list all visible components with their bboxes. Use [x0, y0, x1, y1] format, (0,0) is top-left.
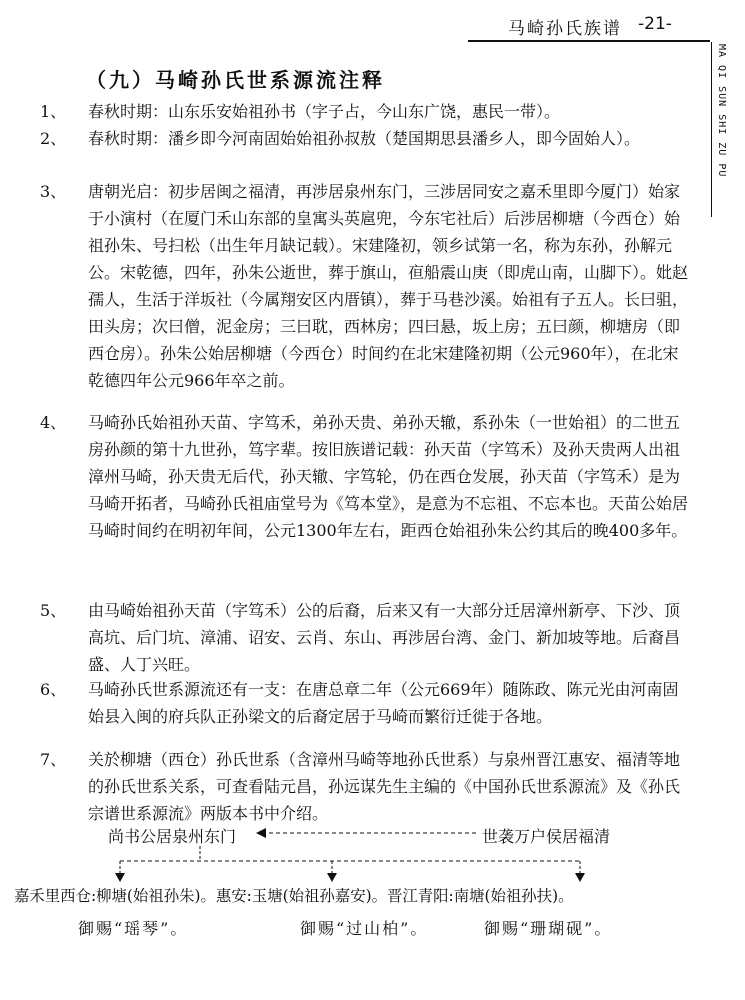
note-number: 4、 — [40, 413, 67, 432]
note-number: 5、 — [40, 601, 67, 620]
lineage-branches: 嘉禾里西仓:柳塘(始祖孙朱)。惠安:玉塘(始祖孙嘉安)。晋江青阳:南塘(始祖孙扶)。 — [14, 887, 574, 905]
note-number: 7、 — [40, 750, 67, 769]
note-number: 6、 — [40, 680, 67, 699]
note-text: 马崎孙氏始祖孙天苗、字笃禾，弟孙天贵、弟孙天辙，系孙朱（一世始祖）的二世五房孙颜的第十九世孙，笃字辈。按旧族谱记载：孙天苗（字笃禾）及孙天贵两人出祖漳州马崎，孙天贵无后代，孙天辙、字笃轮，仍在西仓发展，孙天苗（字笃禾）是为马崎开拓者，马崎孙氏祖庙堂号为《笃本堂》，是意为不忘祖、不忘本也。天苗公始居马崎时间约在明初年间，公元1300年左右，距西仓始祖孙朱公约其后的晚400多年。 — [88, 413, 689, 540]
note-text: 唐朝光启：初步居闽之福清，再涉居泉州东门，三涉居同安之嘉禾里即今厦门）始家于小演村（在厦门禾山东部的皇寓头英扈兜，今东宅社后）后涉居柳塘（今西仓）始祖孙朱、号扫松（出生年月缺记载）。宋建隆初，领乡试第一名，称为东孙，孙解元公。宋乾德，四年，孙朱公逝世，葬于旗山，亱船震山庚（即虎山南，山脚下）。妣赵孺人，生活于洋坂社（今属翔安区内厝镇），葬于马巷沙溪。始祖有子五人。长曰驵，田头房；次曰僧，泥金房；三曰耽，西林房；四曰悬，坂上房；五曰颜，柳塘房（即西仓房）。孙朱公始居柳塘（今西仓）时间约在北宋建隆初期（公元960年），在北宋乾德四年公元966年卒之前。 — [88, 182, 689, 390]
note-number: 3、 — [40, 182, 67, 201]
note-text: 春秋时期：潘乡即今河南固始始祖孙叔敖（楚国期思县潘乡人，即今固始人）。 — [88, 129, 641, 148]
note-number: 2、 — [40, 129, 67, 148]
arrow-head — [575, 873, 585, 882]
award-1: 御赐“瑶琴”。 — [78, 919, 189, 938]
section-title: （九）马崎孙氏世系源流注释 — [86, 68, 385, 92]
note-text: 马崎孙氏世系源流还有一支：在唐总章二年（公元669年）随陈政、陈元光由河南固始县入闽的府兵队正孙梁文的后裔定居于马崎而繁衍迁徙于各地。 — [88, 680, 679, 726]
award-2: 御赐“过山柏”。 — [300, 919, 429, 938]
header-title: 马崎孙氏族谱 — [508, 19, 622, 39]
note-number: 1、 — [40, 102, 67, 121]
side-banner-text: MA QI SUN SHI ZU PU — [716, 44, 727, 178]
note-text: 春秋时期：山东乐安始祖孙书（字子占，今山东广饶，惠民一带）。 — [88, 102, 561, 121]
arrow-head — [327, 873, 337, 882]
arrow-head — [115, 873, 125, 882]
lineage-right-label: 世袭万户侯居福清 — [482, 827, 611, 846]
lineage-left-label: 尚书公居泉州东门 — [108, 827, 237, 846]
arrow-head — [256, 828, 266, 838]
note-text: 关於柳塘（西仓）孙氏世系（含漳州马崎等地孙氏世系）与泉州晋江惠安、福清等地的孙氏世系关系，可查看陆元昌，孙远谋先生主编的《中国孙氏世系源流》及《孙氏宗谱世系源流》两版本书中介绍。 — [88, 750, 681, 823]
page-number: -21- — [638, 14, 672, 34]
note-text: 由马崎始祖孙天苗（字笃禾）公的后裔，后来又有一大部分迁居漳州新亭、下沙、顶高坑、后门坑、漳浦、诏安、云肖、东山、再涉居台湾、金门、新加坡等地。后裔昌盛、人丁兴旺。 — [88, 601, 681, 674]
award-3: 御赐“珊瑚砚”。 — [484, 919, 613, 938]
